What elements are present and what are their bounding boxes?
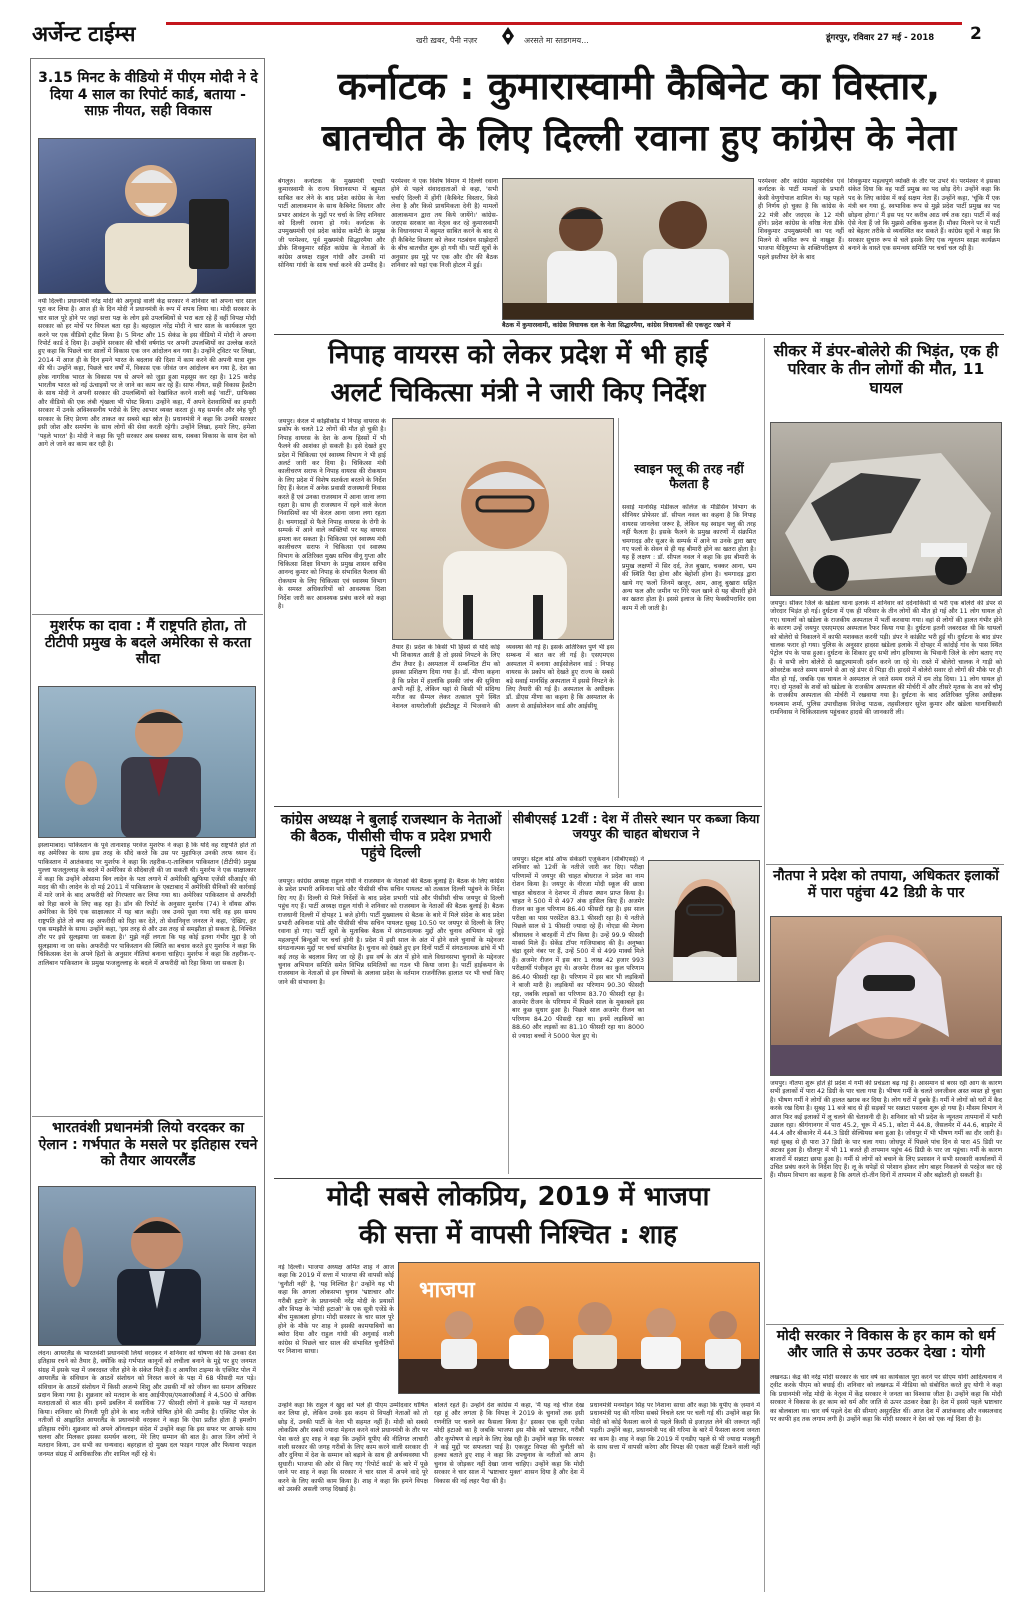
modi-video-body: नयी दिल्ली। प्रधानमंत्री नरेंद्र मोदी की अगुवाई वाली केंद्र सरकार ने शनिवार को अपना चार साल पूरा कर लिया है। आज ही के दिन मोदी ने प्रधानमंत्री के रूप में शपथ लिया था। मोदी सरकार के चार साल पूरे होने पर जहां सत्ता पक्ष के लोग इसे उपलब्धियों से भरा बता रहे हैं वहीं विपक्ष मोदी सरकार को हर मोर्चे पर विफल बता रहा है। बहरहाल नरेंद्र मोदी ने चार साल के कार्यकाल पूरा करने पर एक वीडियो ट्वीट किया है। 5 मिनट और 15 सेकंड के इस वीडियो में मोदी ने अपना रिपोर्ट कार्ड दे दिया है। उन्होंने सरकार की चौथी वर्षगांठ पर अपनी उपलब्धियों का उल्लेख करते हुए कहा कि पिछले चार सालों में विकास एक जन आंदोलन बन गया है। उन्होंने ट्विटर पर लिखा, 2014 में आज ही के दिन हमने भारत के बदलाव की दिशा में काम करने की अपनी यात्रा शुरू की थी। उन्होंने कहा, पिछले चार वर्षों में, विकास एक जीवंत जन आंदोलन बन गया है, देश का हरेक नागरिक भारत के विकास पथ से अपने को जुड़ा हुआ महसूस कर रहा है। 125 करोड़ भारतीय भारत को नई ऊंचाइयों पर ले जाने का काम कर रहे हैं। साफ नीयत, सही विकास हैशटैग के साथ मोदी ने अपनी सरकार की उपलब्धियों को रेखांकित करने वाली कई 'वार्टी', ग्राफिक्स और वीडियो की एक लंबी शृंखला भी पोस्ट किया। उन्होंने कहा, मैं अपने देशवासियों का हमारी सरकार में उनके अविश्वसनीय भरोसे के लिए आभार व्यक्त करता हूं। यह समर्थन और स्नेह पूरी सरकार के लिए प्रेरणा और ताकत का सबसे बड़ा स्रोत है। प्रधानमंत्री ने कहा कि उनकी सरकार इसी जोश और समर्पण के साथ लोगों की सेवा करती रहेगी। उन्होंने लिखा, हमारे लिए, हमेशा 'पहले भारत' है। मोदी ने कहा कि पूरी सरकार अब सबका साथ, सबका विकास के साथ देश को आगे ले जाने का काम कर रही है।: [38, 298, 256, 448]
nipah-body-col2: तैयार है। प्रदेश के किसी भी हिस्से से यदि कोई भी शिकायत आती है तो इससे निपटने के लिए टीम तैयार है। अस्पताल में सम्बन्धित टीम को इसका प्रशिक्षण दिया गया है। डॉ. मीणा कहना है कि प्रदेश में हालांकि इसकी जांच की सुविधा अभी नहीं है, लेकिन यहां से किसी भी संदिग्ध मरीज का सैम्पल लेकर तत्काल पुणे स्थित नेशनल वायरोलॉजी इंस्टीट्यूट में भिजवाने की व्यवस्था की गई है। इसके अतिरिक्त पुणे भी इस सम्बन्ध में बात कर ली गई है। एसएमएस अस्पताल में बनाया आईसोलेशन वार्ड : निपाह वायरस के प्रकोप को देखते हुए राज्य के सबसे बड़े सवाई मानसिंह अस्पताल में इससे निपटने के लिए तैयारी की गई है। अस्पताल के अधीक्षक डॉ. डीएस मीणा का कहना है कि अस्पताल के अलग से आईसोलेशन वार्ड और आईसीयू: [392, 644, 614, 710]
modi-video-headline: 3.15 मिनट के वीडियो में पीएम मोदी ने दे दिया 4 साल का रिपोर्ट कार्ड, बताया - साफ़ नीयत, सही विकास: [38, 70, 258, 120]
logo: अर्जेन्ट टाईम्स: [32, 22, 136, 46]
nipah-sidebar-body: सवाई मानसिंह मेडीकल कॉलेज के मेडिसिन विभाग के सीनियर प्रोफेसर डॉ. सीपल नवल का कहना है कि निपाह वायरस जानलेवा जरूर है, लेकिन यह स्वाइन फ्लू की तरह नहीं फैलता है। इसके फैलने के प्रमुख कारणों में संक्रमित चमगादड़ और सूअर के सम्पर्क में आने या उनके द्वारा खाए गए फलों के सेवन से ही यह बीमारी होने का खतरा होता है। यह हैं लक्षण : डॉ. सीपल नवल ने कहा कि इस बीमारी के प्रमुख लक्षणों में सिर दर्द, तेज बुखार, चक्कर आना, भ्रम की स्थिति पैदा होना और बेहोशी होना है। चमगादड़ द्वारा खाये गए फलों जिनमें खजूर, आम, आलू बुखारा सहित अन्य फल और जमीन पर गिरे फल खाने से यह बीमारी होने का खतरा होता है। इससे इलाज के लिए फेक्सीपराविर दवा काम में ली जाती है।: [622, 504, 756, 612]
nipah-headline-line1: निपाह वायरस को लेकर प्रदेश में भी हाई: [328, 340, 708, 370]
pen-nib-icon: [500, 26, 516, 46]
sikar-headline: सीकर में डंपर-बोलेरो की भिड़ंत, एक ही परिवार के तीन लोगों की मौत, 11 घायल: [773, 342, 999, 397]
left-divider-2: [32, 1116, 263, 1117]
sikar-body: जयपुर। सीकर जिले के खंडेला थाना इलाके में शनिवार को दर्दनाकिसी से भरी एक बोलेरो की डंपर से जोरदार भिड़ंत हो गई। दुर्घटना में एक ही परिवार के तीन लोगों की मौत हो गई और 11 लोग घायल हो गए। घायलों को खंडेला के राजकीय अस्पताल में भर्ती करवाया गया। वहां से लोगों की हालत गंभीर होने के कारण उन्हें जयपुर एसएमएस अस्पताल रैफर किया गया है। दुर्घटना इतनी जबरदस्त थी कि घायलों को बोलेरो से निकालने में काफी मशक्कत करनी पड़ी। डंपर ने कांक्रीट भरी हुई थी। दुर्घटना के बाद डंपर चालक फरार हो गया। पुलिस के अनुसार हादसा खंडेला इलाके में दोपहर में कांदोई गांव के पास स्थित पेट्रोल पंप के पास हुआ। दुर्घटना के शिकार हुए सभी लोग हरियाणा के भिवानी जिले के लोग बताए गए हैं। ये सभी लोग बोलेरो से खाटूश्यामजी दर्शन करने जा रहे थे। रास्ते में बोलेरो चालक ने गाड़ी को ओवरटेक करते समय सामने से आ रहे डंपर से भिड़ा दी। हादसे में बोलेरो सवार दो लोगों की मौके पर ही मौत हो गई, जबकि एक घायल ने अस्पताल ले जाते समय रास्ते में दम तोड़ दिया। 11 लोग घायल हो गए। दो मृतकों के शवों को खंडेला के राजकीय अस्पताल की मोर्चरी में और तीसरे मृतक के शव को चौमूं के राजकीय अस्पताल की मोर्चरी में रखवाया गया है। दुर्घटना के बाद अतिरिक्त पुलिस अधीक्षक घनश्याम शर्मा, पुलिस उपाधीक्षक विजेन्द्र पाठक, तहसीलदार सुरेश कुमार और खंडेला थानाधिकारी रामनिवास ने चिकित्सालय पहुंचकर हादसे की जानकारी ली।: [770, 600, 1002, 717]
karnataka-headline-line2: बातचीत के लिए दिल्ली रवाना हुए कांग्रेस के नेता: [321, 118, 957, 159]
tagline-left: खरी ख़बर, पैनी नज़र: [416, 36, 478, 45]
mid-section-rule: [274, 806, 762, 807]
karnataka-body-col4: शिवकुमार महत्वपूर्ण व्यक्ति के तौर पर उभरे थे। परमेश्वर ने इसका संकेत दिया कि वह पार्टी प्रमुख का पद छोड़ देंगे। उन्होंने कहा कि पद के लिए कांग्रेस में कई सक्षम नेता हैं। उन्होंने कहा, 'चूंकि मैं एक मंत्री बन गया हूं, स्वभाविक रूप से मुझे प्रदेश पार्टी प्रमुख का पद छोड़ना होगा।' मैं इस पद पर करीब आठ वर्ष तक रहा। पार्टी में कई ऐसे नेता हैं जो कि मुझसे अधिक कुशल हैं। मौका मिलने पर वे पार्टी को बेहतर तरीके से व्यवस्थित कर सकते हैं। कांग्रेस सूत्रों ने कहा कि सरकार सुचारु रूप से चले इसके लिए एक न्यूनतम साझा कार्यक्रम बनाने के वास्ते एक समन्वय समिति पर चर्चा चल रही है।: [848, 178, 1000, 253]
musharraf-body: इस्लामाबाद। पाकिस्तान के पूर्व तानाशाह परवेज मुशर्रफ ने कहा है कि यदि वह राष्ट्रपति होते तो वह अमेरिका के साथ इस तरह के सौदे करते कि उस पर मुहाफिज़ उनकी तरफ ध्यान दें। पाकिस्तान में आतंकवाद पर मुशर्रफ ने कहा कि तहरीक-ए-तालिबान पाकिस्तान (टीटीपी) प्रमुख मुल्ला फजलुल्लाह के बदले में अमेरिका से सौदेबाज़ी की जा सकती थी। मुशर्रफ ने एक साक्षात्कार में कहा कि उन्होंने ओसामा बिन लादेन के पता लगाने में अमेरिकी खुफिया एजेंसी सीआईए की मदद की थी। लादेन के दो मई 2011 में पाकिस्तान के एबटाबाद में अमेरिकी सैनिकों की कार्रवाई में मारे जाने के बाद अफरीदी को गिरफ्तार कर लिया गया था। अमेरिका पाकिस्तान से अफरीदी को रिहा करने के लिए कह रहा है। डॉन की रिपोर्ट के अनुसार मुशर्रफ (74) ने वॉयस ऑफ अमेरिका के दिये एक साक्षात्कार में यह बात कही। जब उनसे पूछा गया यदि वह इस समय राष्ट्रपति होते तो क्या वह अफरीदी को रिहा कर देते, तो सेवानिवृत्त जनरल ने कहा, 'देखिए, हर एक समझौते के साथ। उन्होंने कहा, 'इस तरह से और उस तरह से समझौता हो सकता है, निश्चित तौर पर इसे सुलझाया जा सकता है।' मुझे नहीं लगता कि यह कोई इतना गंभीर मुद्दा है जो सुलझाया ना जा सके। अफरीदी पर पाकिस्तान की स्थिति का बचाव करते हुए मुशर्रफ ने कहा कि चिकित्सक देश के अपने हितों के अनुसार नीतियां बनाना चाहिए। मुशर्रफ ने कहा कि तहरीक-ए-तालिबान पाकिस्तान के प्रमुख फजलुल्लाह के बदले में अफरीदी को रिहा किया जा सकता है।: [38, 842, 256, 967]
yogi-headline: मोदी सरकार ने विकास के हर काम को धर्म और जाति से ऊपर उठकर देखा : योगी: [776, 1328, 996, 1361]
masthead: [0, 0, 1032, 52]
cbse-body-left: जयपुर। सेंट्रल बोर्ड ऑफ सेकेंडरी एजुकेशन (सीबीएसई) ने शनिवार को 12वीं के नतीजे जारी कर दिए। परीक्षा परिणामों में जयपुर की चाहत बोधराज ने प्रदेश का नाम रोशन किया है। जयपुर के नीरजा मोदी स्कूल की छात्रा चाहत बोधराज ने देशभर में तीसरा स्थान प्राप्त किया है। चाहत ने 500 में से 497 अंक हासिल किए हैं। अजमेर रीजन का कुल परिणाम 86.40 फीसदी रहा है। इस साल परीक्षा का पास परसेंटेज 83.1 फीसदी रहा है। ये नतीजे पिछले साल से 1 फीसदी ज्यादा रहे हैं। नोएडा की मेघना श्रीवास्तव ने बारहवीं में टॉप किया है। उन्हें 99.9 फीसदी मार्क्स मिले हैं। सेकेंड टॉपर गाजियाबाद की है। अनुष्का चंद्रा दूसरे नंबर पर हैं, उन्हें 500 में से 499 मार्क्स मिले हैं। अजमेर रीजन में इस बार 1 लाख 42 हजार 993 परीक्षार्थी पंजीकृत हुए थे। अजमेर रीजन का कुल परिणाम 86.40 फीसदी रहा है। परिणाम में इस बार भी लड़कियों ने बाजी मारी है। लड़कियों का परिणाम 90.30 फीसदी रहा, जबकि लड़कों का परिणाम 83.70 फीसदी रहा है। अजमेर रीजन के परिणाम में पिछले साल के मुकाबले इस बार कुछ सुधार हुआ है। पिछले साल अजमेर रीजन का परिणाम 84.20 फीसदी रहा था। इनमें लड़कियों का 88.60 और लड़कों का 81.10 फीसदी रहा था। 8000 से ज्यादा बच्चों ने 5000 फेल हुए थे।: [512, 856, 644, 1040]
yogi-top-rule: [766, 1324, 1004, 1325]
tagline-right: अरसते मा स्तडगमय...: [524, 36, 589, 45]
heat-photo: [770, 916, 1002, 1076]
bjp-headline-line2: की सत्ता में वापसी निश्चित : शाह: [358, 1220, 677, 1250]
karnataka-headline-line1: कर्नाटक : कुमारास्वामी कैबिनेट का विस्तार,: [337, 64, 941, 108]
bjp-intro: नई दिल्ली। भाजपा अध्यक्ष अमित शाह ने आज कहा कि 2019 में सत्ता में भाजपा की वापसी कोई 'चुनौती नहीं' है, 'यह निश्चित है।' उन्होंने यह भी कहा कि अगला लोकसभा चुनाव 'भ्रष्टाचार और गरीबी हटाने' के प्रधानमंत्री नरेंद्र मोदी के प्रयासों और विपक्ष के 'मोदी हटाओ' के एक सूत्री एजेंडे के बीच मुकाबला होगा। मोदी सरकार के चार साल पूरे होने के मौके पर शाह ने इसकी कामयाबियों का ब्योरा दिया और राहुल गांधी की अगुवाई वाली कांग्रेस से पिछले चार साल की संभावित चुनौतियों पर निशाना साधा।: [278, 1264, 394, 1356]
page-number: 2: [970, 24, 982, 44]
nipah-body-col1: जयपुर। केरल में कोझीकोड में निपाह वायरस के प्रकोप के चलते 12 लोगों की मौत हो चुकी है। निपाह वायरस के देश के अन्य हिस्सों में भी फैलने की आशंका हो सकती है। इसे देखते हुए प्रदेश में चिकित्सा एवं स्वास्थ्य विभाग ने भी हाई अलर्ट जारी कर दिया है। चिकित्सा मंत्री कालीचरण सराफ ने निपाह वायरस की रोकथाम के लिए प्रदेश में विशेष सतर्कता बरतने के निर्देश दिए हैं। केरल में अनेक प्रवासी राजस्थानी निवास करते हैं एवं उनका राजस्थान में आना जाना लगा रहता है। साथ ही राजस्थान में रहने वाले केरल निवासियों का भी केरल आना जाना लगा रहता है। चमगादड़ों से फैले निपाह वायरस के रोगी के सम्पर्क में आने वाले व्यक्तियों पर यह वायरस हमला कर सकता है। चिकित्सा एवं स्वास्थ्य मंत्री कालीचरण सराफ ने चिकित्सा एवं स्वास्थ्य विभाग के अतिरिक्त मुख्य सचिव वीनू गुप्ता और चिकित्सा शिक्षा विभाग के प्रमुख शासन सचिव आनन्द कुमार को निपाह के संभावित फैलाव की रोकथाम के लिए चिकित्सा एवं स्वास्थ्य विभाग के समस्त अधिकारियों को आवश्यक दिशा निर्देश जारी कर आवश्यक प्रबंध करने को कहा है।: [278, 418, 386, 610]
bjp-body-col3: प्रधानमंत्री मनमोहन सिंह पर निशाना साधा और कहा कि यूपीए के ज़माने में प्रधानमंत्री पद की गरिमा सबसे निचले स्तर पर चली गई थी। उन्होंने कहा कि मोदी को कोई फैसला करने से पहले किसी से इजाज़त लेने की जरूरत नहीं पड़ती। उन्होंने कहा, प्रधानमंत्री पद की गरिमा के बारे में फैसला करना जनता का काम है। शाह ने कहा कि 2019 में एनडीए पहले से भी ज्यादा मजबूती के साथ सत्ता में वापसी करेगा और विपक्ष की एकता कहीं टिकने वाली नहीं है।: [590, 1402, 760, 1460]
modi-photo: [38, 138, 256, 294]
heat-top-rule: [766, 864, 1004, 865]
varadkar-photo: [38, 1186, 256, 1346]
bjp-body-col2: बोलते रहते हैं। उन्होंने देश कांग्रेस में कहा, 'मैं यह नई चीज देख रहा हूं और लगता है कि विपक्ष ने 2019 के चुनावों तक इसी रणनीति पर चलने का फैसला किया है।' इसका एक सूत्री एजेंडा मोदी हटाओ का है जबकि भाजपा इस मौके को भ्रष्टाचार, गरीबी और कुपोषण से लड़ने के लिए देख रही है। उन्होंने कहा कि सरकार ने कई मुद्दों पर सफलता पाई है। एकजुट विपक्ष की चुनौती को हल्का बताते हुए शाह ने कहा कि उपचुनाव के नतीजों को आम चुनाव से जोड़कर नहीं देखा जाना चाहिए। उन्होंने कहा कि मोदी सरकार ने चार साल में 'भ्रष्टाचार मुक्त' शासन दिया है और देश में विकास की नई लहर पैदा की है।: [434, 1402, 584, 1485]
nipah-headline-line2: अलर्ट चिकित्सा मंत्री ने जारी किए निर्देश: [330, 378, 706, 408]
karnataka-leaders-photo: [502, 178, 754, 320]
yogi-body: लखनऊ। केंद्र की नरेंद्र मोदी सरकार के चार वर्ष का कार्यकाल पूरा करने पर सीएम योगी आदित्यनाथ ने ट्वीट करके पीएम को बधाई दी। शनिवार को लखनऊ में मीडिया को संबोधित करते हुए योगी ने कहा कि प्रधानमंत्री नरेंद्र मोदी के नेतृत्व में केंद्र सरकार ने जनता का विश्वास जीता है। उन्होंने कहा कि मोदी सरकार ने विकास के हर काम को धर्म और जाति से ऊपर उठकर देखा है। देश में इससे पहले भ्रष्टाचार का बोलबाला था। चार वर्ष पहले देश की सीमाएं असुरक्षित थीं। आज देश में आतंकवाद और नक्सलवाद पर काफी हद तक लगाम लगी है। उन्होंने कहा कि मोदी सरकार ने देश को एक नई दिशा दी है।: [770, 1374, 1002, 1424]
cbse-headline: सीबीएसई 12वीं : देश में तीसरे स्थान पर कब्जा किया जयपुर की चाहत बोधराज ने: [512, 811, 760, 841]
left-divider-1: [32, 614, 263, 615]
place-date: डूंगरपुर, रविवार 27 मई - 2018: [826, 33, 935, 43]
ireland-headline: भारतवंशी प्रधानमंत्री लियो वरदकर का ऐलान : गर्भपात के मसले पर इतिहास रचने को तैयार आयरलैंड: [38, 1120, 258, 1170]
bjp-body-col1: उन्होंने कहा कि राहुल ने खुद को भले ही पीएम उम्मीदवार घोषित कर लिया हो, लेकिन उनके इस कदम से विपक्षी नेताओं को तो छोड़ दें, उनकी पार्टी के नेता भी सहमत नहीं हैं। मोदी को सबसे लोकप्रिय और सबसे ज्यादा मेहनत करने वाले प्रधानमंत्री के तौर पर पेश करते हुए शाह ने कहा कि उन्होंने यूपीए की नीतिगत लाचारी वाली सरकार की जगह गरीबों के लिए काम करने वाली सरकार दी और दुनिया में देश के सम्मान को बढ़ाने के साथ ही अर्थव्यवस्था भी सुधारी। भाजपा की ओर से किए गए 'रिपोर्ट कार्ड' के बारे में पूछे जाने पर शाह ने कहा कि सरकार ने चार साल में अपने वादे पूरे करने के लिए काफी काम किया है। शाह ने कहा कि हमने विपक्ष को उसकी असली जगह दिखाई है।: [278, 1402, 428, 1494]
cbse-rule: [508, 810, 509, 1174]
health-minister-photo: [392, 418, 614, 640]
right-column-rule: [764, 338, 765, 1592]
amit-shah-press-photo: [398, 1262, 760, 1394]
bjp-top-rule: [274, 1178, 762, 1179]
karnataka-body-col1: बेंगलुरु। कर्नाटक के मुख्यमंत्री एचडी कुमारस्वामी के राज्य विधानसभा में बहुमत साबित कर लेने के बाद प्रदेश कांग्रेस के नेता पार्टी आलाकमान के साथ कैबिनेट विस्तार और प्रभार आवंटन के मुद्दों पर चर्चा के लिए शनिवार को दिल्ली रवाना हो गये। कर्नाटक के उपमुख्यमंत्री एवं प्रदेश कांग्रेस कमेटी के प्रमुख जी परमेश्वर, पूर्व मुख्यमंत्री सिद्धारमैया और डीके शिवकुमार सहित कांग्रेस के नेताओं के कांग्रेस अध्यक्ष राहुल गांधी और उनकी मां सोनिया गांधी के साथ चर्चा करने की उम्मीद है। परमेश्वर ने एक विशेष विमान में दिल्ली रवाना होने से पहले संवाददाताओं से कहा, 'सभी चर्चाएं दिल्ली में होंगी (कैबिनेट विस्तार, किसे लेना है और किसे प्राथमिकता देनी है) मामलों आलाकमान द्वारा तय किये जायेंगे।' कांग्रेस-जदएस सरकार का नेतृत्व कर रहे कुमारस्वामी के विधानसभा में बहुमत साबित करने के बाद से ही कैबिनेट विस्तार को लेकर गठबंधन साझेदारों के बीच बातचीत शुरू हो गयी थी। पार्टी सूत्रों के अनुसार इस मुद्दे पर एक और दौर की बैठक शनिवार को यहां एक निजी होटल में हुई।: [278, 178, 498, 270]
nipah-sidebar-headline: स्वाइन फ्लू की तरह नहीं फैलता है: [634, 461, 744, 491]
heat-body: जयपुर। नौतपा शुरू होते ही प्रदेश में गर्मी की प्रचंडता बढ़ गई है। आसमान से बरस रही आग के कारण सभी इलाकों में पारा 42 डिग्री के पार चला गया है। भीषण गर्मी के चलते जनजीवन अस्त व्यस्त हो चुका है। भीषण गर्मी ने लोगों की हालत खराब कर दिया है। लोग घरों में दुबके हैं। गर्मी ने लोगों को घरों में कैद करके रख दिया है। सुबह 11 बजे बाद से ही सड़कों पर सन्नाटा पसरना शुरू हो गया है। मौसम विभाग ने आज फिर कई इलाकों में लू चलने की चेतावनी दी है। शनिवार को भी प्रदेश के न्यूनतम तापमानों में भारी उछाल रहा। श्रीगंगानगर में पारा 45.2, चूरू में 45.1, कोटा में 44.8, जैसलमेर में 44.6, बाड़मेर में 44.4 और बीकानेर में 44.3 डिग्री सेल्सियस बना हुआ है। जोधपुर में भी भीषण गर्मी का दौर जारी है। यहां सुबह से ही पारा 37 डिग्री के पार चला गया। जोधपुर में पिछले पांच दिन से पारा 45 डिग्री पर अटका हुआ है। धौलपुर में भी 11 बजते ही तापमान पहुंच 46 डिग्री के पार जा पहुंचा। गर्मी के कारण बाजारों में सन्नाटा छाया हुआ है। गर्मी से लोगों को बचाने के लिए प्रशासन ने सभी सरकारी कार्यालयों में उचित प्रबंध करने के निर्देश दिए हैं। लू के थपेड़ों से परेशान होकर लोग बाहर निकलने से परहेज कर रहे हैं। मौसम विभाग का कहना है कि अगले दो-तीन दिनों में तापमान में और बढ़ोतरी हो सकती है।: [770, 1080, 1002, 1180]
karnataka-photo-caption: बैठक में कुमारस्वामी, कांग्रेस विधायक दल के नेता सिद्धारमैया, कांग्रेस विधायकों की एकजुट रखने में: [502, 322, 731, 329]
karnataka-bottom-rule: [274, 334, 1004, 335]
musharraf-headline: मुशर्रफ का दावा : मैं राष्ट्रपति होता, तो टीटीपी प्रमुख के बदले अमेरिका से करता सौदा: [45, 618, 251, 668]
rajasthan-body: जयपुर। कांग्रेस अध्यक्ष राहुल गांधी ने राजस्थान के नेताओं की बैठक बुलाई है। बैठक के लिए कांग्रेस के प्रदेश प्रभारी अविनाश पांडे और पीसीसी चीफ सचिन पायलट को तत्काल दिल्ली पहुंचने के निर्देश दिए गए हैं। दिल्ली से मिले निर्देशों के बाद प्रदेश प्रभारी पांडे और पीसीसी चीफ जयपुर से दिल्ली पहुंच गए हैं। पार्टी अध्यक्ष राहुल गांधी ने शनिवार को राजस्थान के नेताओं की बैठक बुलाई है। बैठक राजधानी दिल्ली में दोपहर 1 बजे होगी। पार्टी मुख्यालय से बैठक के बारे में मिले संदेश के बाद प्रदेश प्रभारी अविनाश पांडे और पीसीसी चीफ सचिन पायलट सुबह 10.50 पर जयपुर से दिल्ली के लिए रवाना हो गए। पार्टी सूत्रों के मुताबिक बैठक में संगठनात्मक मुद्दों और चुनाव अभियान से जुड़े महत्वपूर्ण बिन्दुओं पर चर्चा होनी है। प्रदेश में इसी साल के अंत में होने वाले चुनावों के मद्देनजर संगठनात्मक मुद्दों पर चर्चा संभावित है। चुनाव को देखते हुए इन दिनों पार्टी में संगठनात्मक ढांचे में भी कई तरह के बदलाव किए जा रहे हैं। इस वर्ष के अंत में होने वाले विधानसभा चुनावों के मद्देनजर चुनाव अभियान समिति समेत विभिन्न समितियों का गठन भी किया जाना है। पार्टी हाईकमान के राजस्थान के नेताओं से इन विषयों के अलावा प्रदेश के वर्तमान राजनीतिक हालात पर भी चर्चा किए जाने की संभावना है।: [278, 878, 504, 986]
karnataka-body-col3: परमेश्वर और कांग्रेस महासचिव एवं कर्नाटक के पार्टी मामलों के प्रभारी केसी वेणुगोपाल शामिल थे। यह पहले ही निर्णय हो चुका है कि कांग्रेस के 22 मंत्री और जदएस के 12 मंत्री होंगे। प्रदेश कांग्रेस के वरिष्ठ नेता डीके शिवकुमार उपमुख्यमंत्री का पद नहीं मिलने से कथित रूप से नाखुश हैं। भाजपा येदियुरप्पा के शक्तिपरीक्षण से पहले इस्तीफा देने के बाद: [758, 178, 844, 261]
accident-photo: [770, 422, 1002, 596]
nipah-sidebar-rule: [618, 418, 619, 798]
masthead-rule: [166, 22, 962, 25]
chahat-bodhraj-photo: [648, 860, 760, 982]
ireland-body: लंदन। आयरलैंड के भारतवंशी प्रधानमंत्री लियो वरदकर ने शनिवार को घोषणा की कि उनका देश इतिहास रचने को तैयार है, क्योंकि कड़े गर्भपात कानूनों को लचीला बनाने के मुद्दे पर हुए जनमत संग्रह में इसके पक्ष में जबरदस्त जीत होने के संकेत मिले हैं। द आयरिश टाइम्स के एक्जिट पोल में आयरलैंड के संविधान के आठवें संशोधन को निरस्त करने के पक्ष में 68 फीसदी मत पड़े। संविधान के आठवें संशोधन में किसी अजन्मे शिशु और उसकी माँ को जीवन का समान अधिकार प्रदान किया गया है। शुक्रवार को मतदान के बाद आईपीएस/एमआरबीआई ने 4,500 से अधिक मतदाताओं से बात की। इनमें डबलिन में सर्वाधिक 77 फीसदी लोगों ने इसके पक्ष में मतदान किया। शनिवार को गिनती पूरी होने के बाद नतीजे घोषित होने की उम्मीद है। एक्जिट पोल के नतीजों से आह्लादित आयरलैंड के प्रधानमंत्री वरदकर ने कहा कि ऐसा प्रतीत होता है हमलोग इतिहास रचेंगे। शुक्रवार को अपने ऑनलाइन संदेश में उन्होंने कहा कि इस सफर पर आपके साथ चलना और मिलकर इसका समर्थन करना, मेरे लिए सम्मान की बात है। आज जिन लोगों ने मतदान किया, उन सभी का धन्यवाद। बहरहाल दो मुख्य दल फाइन गाएल और फियाना फाइल जनमत संग्रह में आधिकारिक तौर शामिल नहीं रहे थे।: [38, 1350, 256, 1458]
rajasthan-headline: कांग्रेस अध्यक्ष ने बुलाई राजस्थान के नेताओं की बैठक, पीसीसी चीफ व प्रदेश प्रभारी पहुंचे दिल्ली: [280, 812, 502, 862]
bjp-headline-line1: मोदी सबसे लोकप्रिय, 2019 में भाजपा: [326, 1182, 710, 1212]
musharraf-photo: [38, 686, 256, 838]
heat-headline: नौतपा ने प्रदेश को तपाया, अधिकतर इलाकों में पारा पहुंचा 42 डिग्री के पार: [773, 868, 999, 901]
svg-text:भाजपा: भाजपा: [419, 1278, 475, 1303]
